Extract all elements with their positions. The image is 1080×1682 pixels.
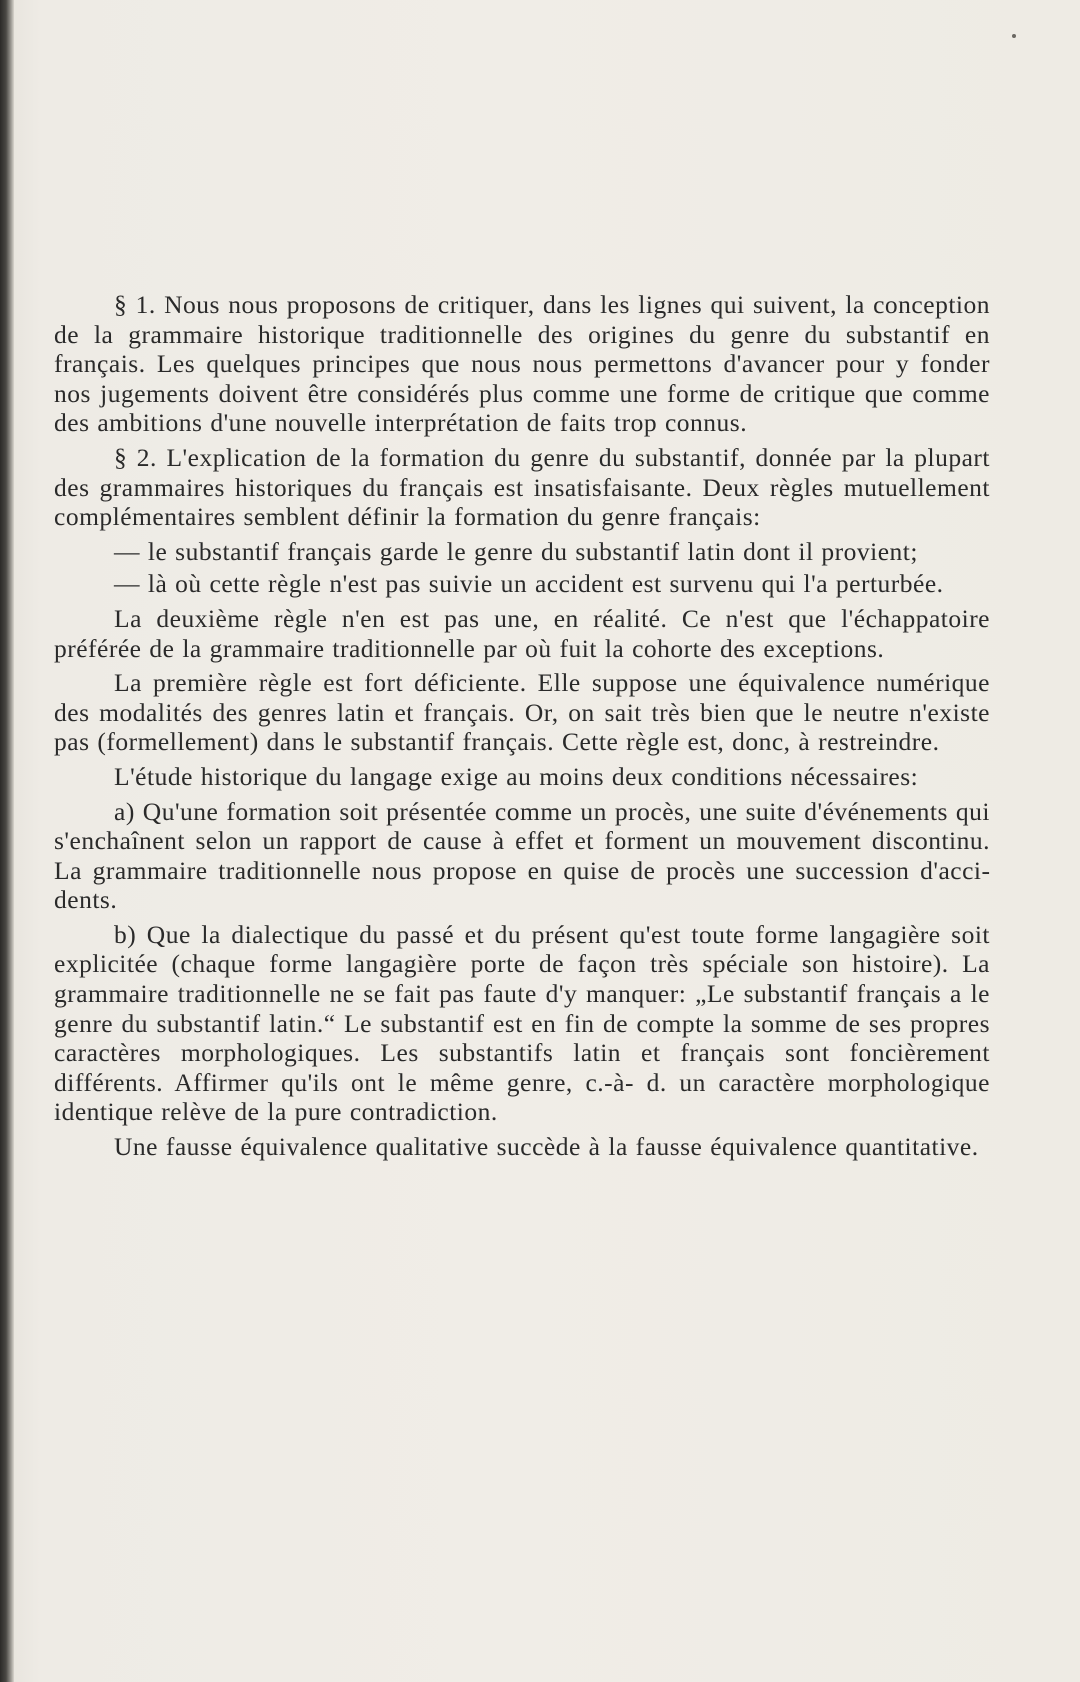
- body-text: [54, 290, 990, 1167]
- paper-speck: [1012, 34, 1016, 38]
- paragraph-first-rule: La première règle est fort déficiente. Elle suppose une équivalence numérique des modalités des genres latin et français. Or, on sait très bien que le neutre n'existe pas (formellement) dans le substantif français. Cette règle est, donc, à restreindre.: [54, 668, 990, 757]
- condition-a: a) Qu'une formation soit présentée comme un procès, une suite d'événements qui s'enchaînent selon un rapport de cause à effet et forment un mouvement discontinu. La grammaire traditionnelle nous propose en quise de procès une succession d'accidents.: [54, 796, 990, 915]
- rule-two: — là où cette règle n'est pas suivie un accident est survenu qui l'a perturbée.: [114, 569, 944, 599]
- binding-edge: [0, 0, 14, 1682]
- paragraph-conditions: L'étude historique du langage exige au moins deux conditions nécessaires:: [114, 761, 919, 791]
- condition-b: b) Que la dialectique du passé et du présent qu'est toute forme langagière soit explicitée (chaque forme langagière porte de façon très spéciale son histoire). La grammaire traditionnelle ne se fait pas faute d'y manquer: „Le substantif français a le genre du substantif latin.“ Le substantif est en fin de compte la somme de ses propres caractères morphologiques. Les substantifs latin et français sont foncièrement différents. Affirmer qu'ils ont le même genre, c.-à- d. un caractère morphologique identique relève de la pure contradiction.: [54, 919, 990, 1127]
- rule-one: — le substantif français garde le genre du substantif latin dont il provient;: [114, 536, 918, 566]
- paragraph-conclusion: Une fausse équivalence qualitative succède à la fausse équivalence quantitative.: [114, 1132, 979, 1162]
- paragraph-section-1: § 1. Nous nous proposons de critiquer, dans les lignes qui suivent, la conception de la grammaire historique traditionnelle des origines du genre du substantif en français. Les quelques principes que nous nous permettons d'avancer pour y fonder nos jugements doivent être considérés plus comme une forme de critique que comme des ambitions d'une nouvelle interprétation de faits trop connus.: [54, 290, 990, 438]
- paragraph-second-rule: La deuxième règle n'en est pas une, en réalité. Ce n'est que l'échappatoire préférée de la grammaire traditionnelle par où fuit la cohorte des exceptions.: [54, 603, 990, 663]
- paragraph-section-2: § 2. L'explication de la formation du genre du substantif, donnée par la plupart des grammaires historiques du français est insatisfaisante. Deux règles mutuellement complémentaires semblent définir la formation du genre français:: [54, 442, 990, 532]
